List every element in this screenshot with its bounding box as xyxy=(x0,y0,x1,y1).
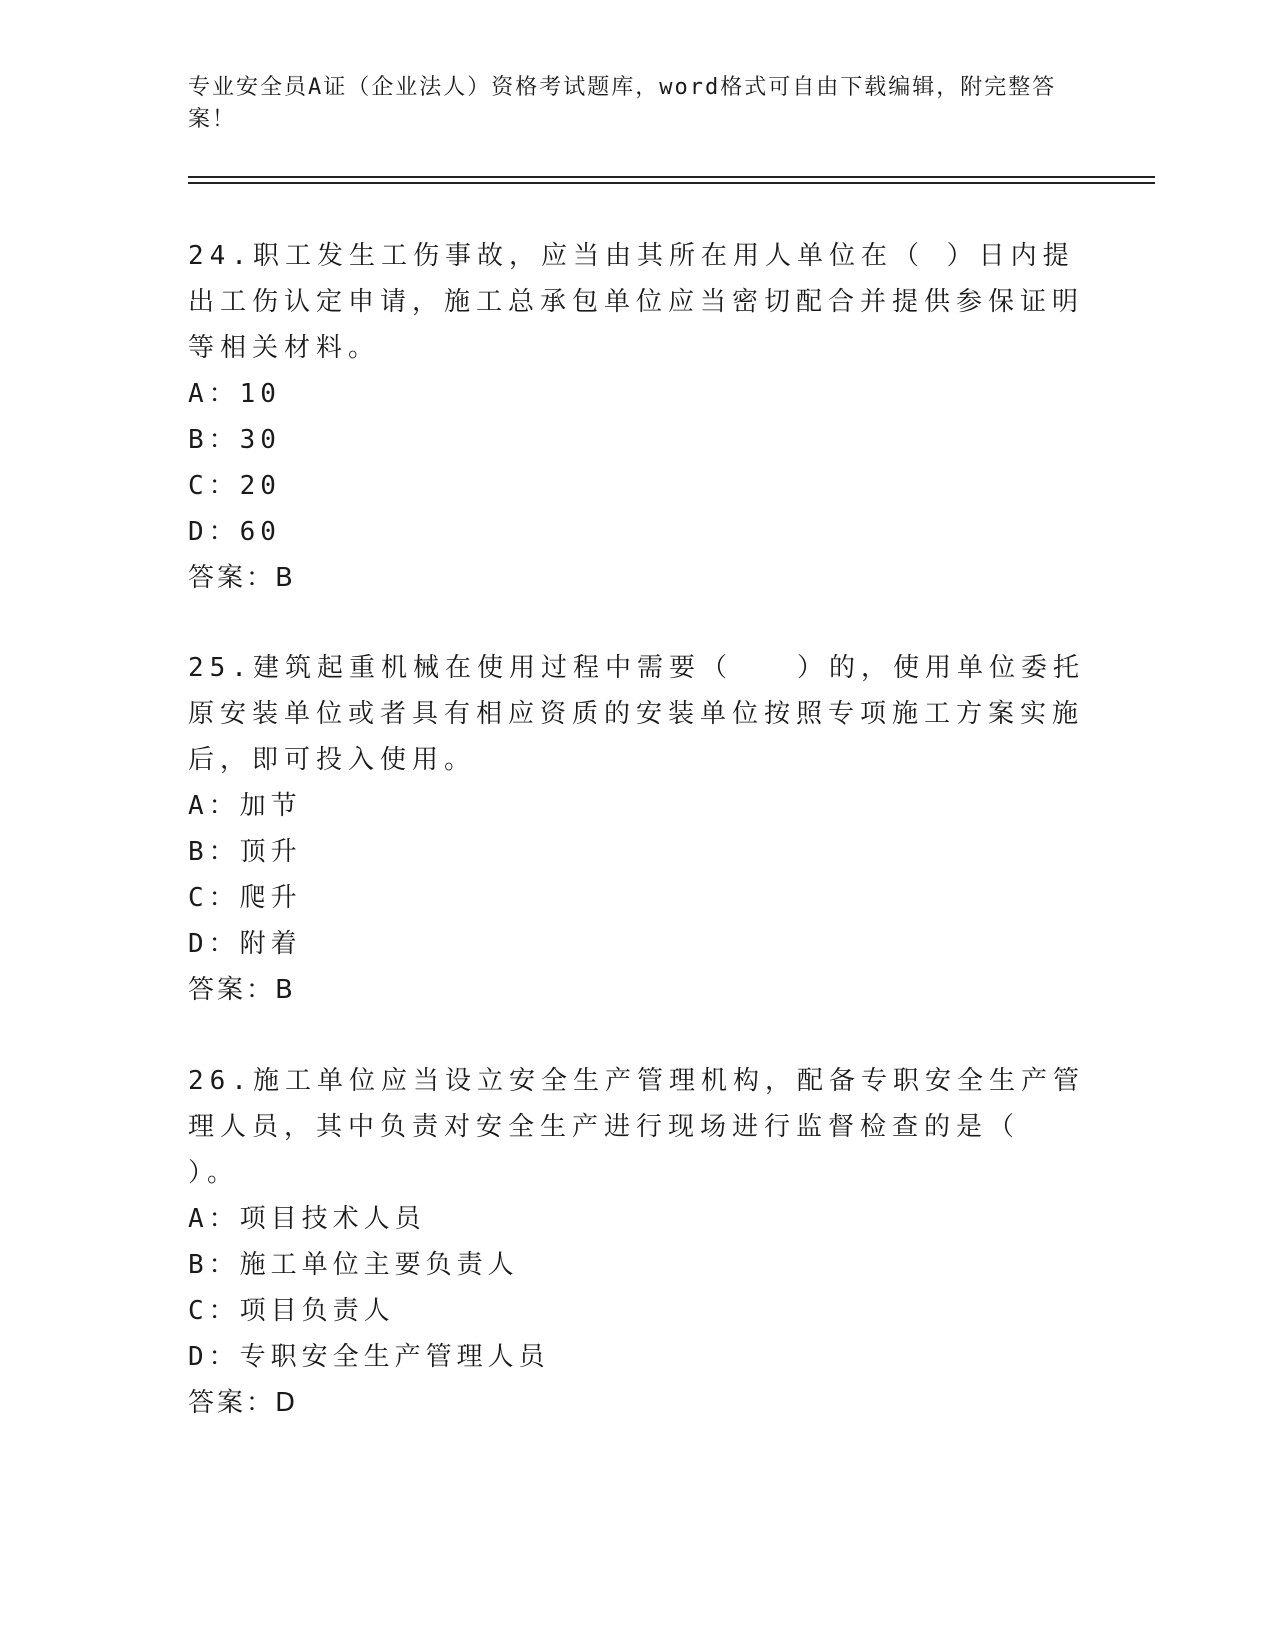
option-c: C：项目负责人 xyxy=(188,1296,395,1326)
question-stem: 24.职工发生工伤事故，应当由其所在用人单位在（ ）日内提出工伤认定申请，施工总承包单位应当密切配合并提供参保证明等相关材料。 xyxy=(188,241,1085,363)
option-c: C：20 xyxy=(188,471,281,501)
option-a: A：加节 xyxy=(188,791,302,821)
option-d: D：附着 xyxy=(188,929,302,959)
answer: 答案：B xyxy=(188,563,296,593)
header-divider-bottom xyxy=(188,182,1155,184)
option-d: D：专职安全生产管理人员 xyxy=(188,1342,550,1372)
question-25 xyxy=(188,645,1088,1013)
answer: 答案：B xyxy=(188,975,296,1005)
option-a: A：10 xyxy=(188,379,281,409)
document-header: 专业安全员A证（企业法人）资格考试题库，word格式可自由下载编辑，附完整答案！ xyxy=(188,75,1057,132)
answer: 答案：D xyxy=(188,1388,299,1418)
option-b: B：施工单位主要负责人 xyxy=(188,1250,519,1280)
question-26 xyxy=(188,1058,1088,1426)
question-stem: 26.施工单位应当设立安全生产管理机构，配备专职安全生产管理人员，其中负责对安全生产进行现场进行监督检查的是（ ）。 xyxy=(188,1066,1085,1188)
question-24 xyxy=(188,233,1088,601)
question-stem: 25.建筑起重机械在使用过程中需要（ ）的，使用单位委托原安装单位或者具有相应资质的安装单位按照专项施工方案实施后，即可投入使用。 xyxy=(188,653,1085,775)
option-d: D：60 xyxy=(188,517,281,547)
option-c: C：爬升 xyxy=(188,883,302,913)
option-b: B：30 xyxy=(188,425,281,455)
option-b: B：顶升 xyxy=(188,837,302,867)
header-divider-top xyxy=(188,176,1155,178)
option-a: A：项目技术人员 xyxy=(188,1204,426,1234)
